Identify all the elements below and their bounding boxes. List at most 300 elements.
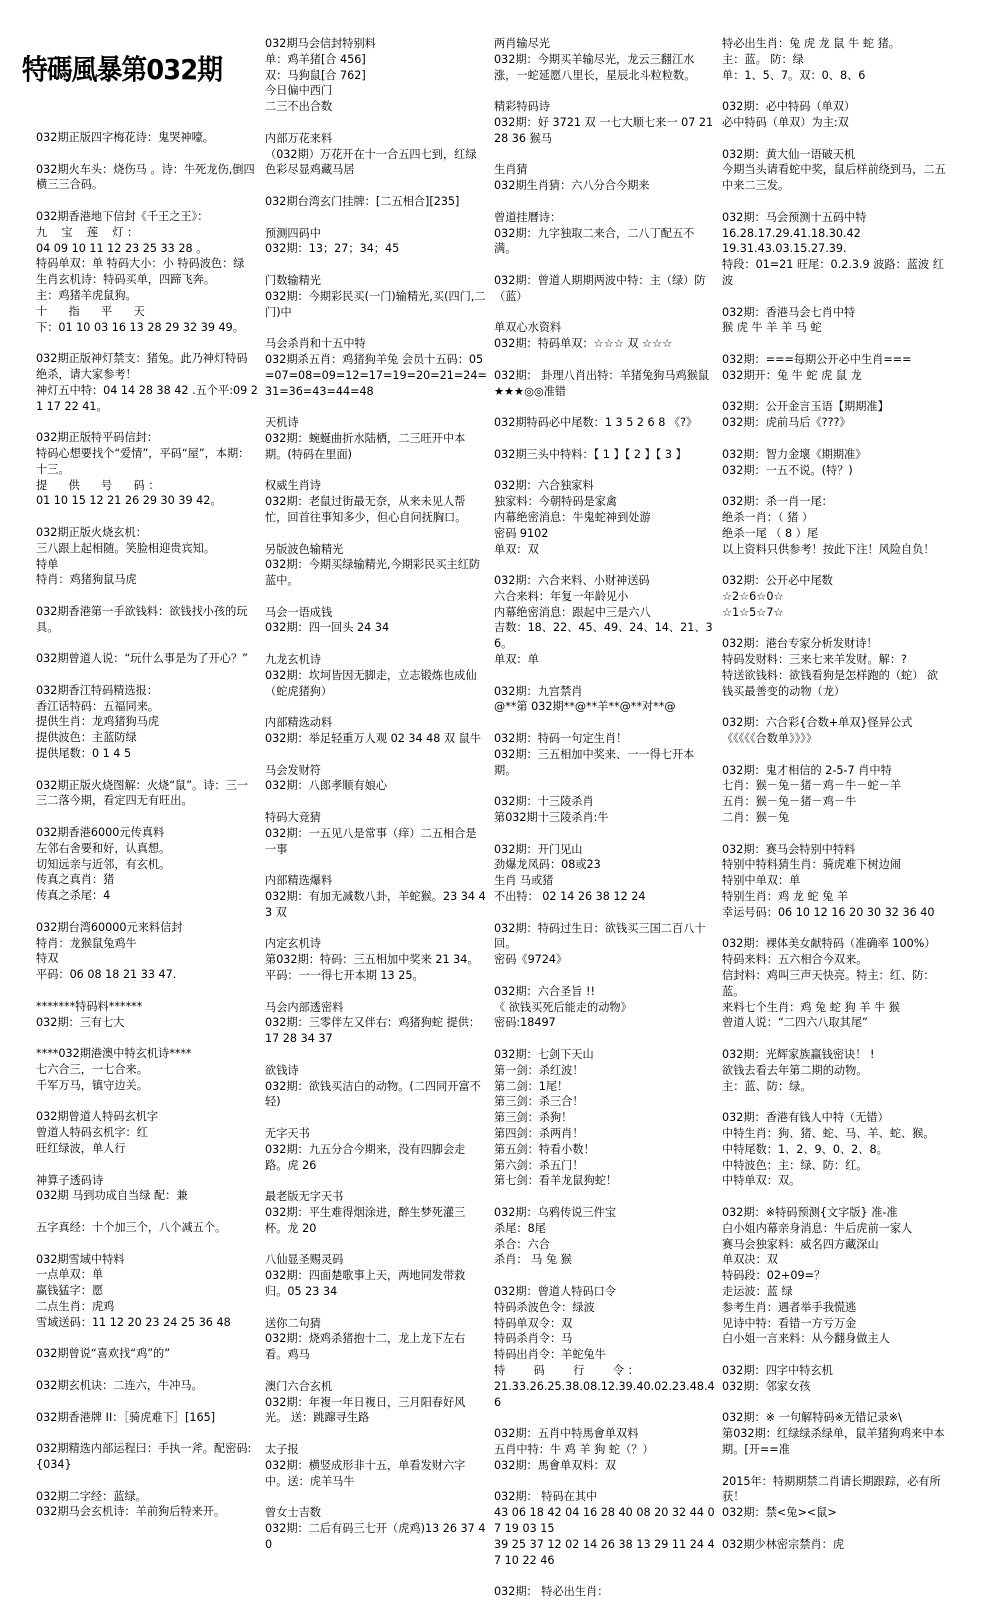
text-block (36, 651, 258, 667)
text-line: 032期：今期买绿输精光,今期彩民买主红防蓝中。 (265, 558, 481, 588)
text-line: 第032期：特码：三五相加中奖来 21 34。平码：一一得七开本期 13 25。 (265, 953, 479, 983)
text-line: 032期：一五见八是常事（痒）二五相合是一事 (265, 826, 477, 856)
text-line: 032期：乌鸦传说三件宝 (494, 1205, 617, 1219)
text-line: ☆1☆5☆7☆ (722, 605, 784, 619)
text-line: 032期：禁<兔><鼠> (722, 1506, 837, 1520)
text-block (722, 936, 946, 1031)
text-block (494, 162, 716, 194)
text-line: 白小姐内幕亲身消息：牛后虎前一家人 (722, 1221, 913, 1235)
text-line: 032期香港地下信封《千王之王》： (36, 209, 209, 223)
text-line: 032期杀五肖：鸡猪狗羊兔 会员十五码：05=07=08=09=12=17=19=20=21=24=31=36=43=44=48 (265, 352, 487, 398)
text-line: 032期曾道人特码玄机字 (36, 1110, 159, 1124)
text-line: 032期： 特码在其中 (494, 1490, 598, 1504)
text-block (722, 399, 946, 431)
text-line: 赢钱猛字：愿 (36, 1284, 104, 1298)
text-line: 走运波：蓝 绿 (722, 1284, 793, 1298)
text-block (494, 273, 716, 305)
text-line: 主：鸡猪羊虎鼠狗。 (36, 288, 137, 302)
text-line: 032期：必中特码（单双） (722, 100, 856, 114)
text-line: 中特尾数：1、2、9、0、2、8。 (722, 1142, 888, 1156)
text-line: 特送欲钱料：欲钱看狗是怎样跑的（蛇） 欲钱买最善变的动物（龙） (722, 668, 939, 698)
text-block (494, 794, 716, 826)
text-line: 特码杀波色令：绿波 (494, 1300, 595, 1314)
text-line: 第四剑：杀两肖！ (494, 1126, 584, 1140)
text-line: 特码段：02+09=？ (722, 1269, 826, 1283)
text-line: 提供波色：主蓝防绿 (36, 731, 137, 745)
text-line: 《《《《《合数单》》》》 (722, 732, 818, 746)
text-block (36, 1220, 258, 1236)
text-line: 门数输精光 (265, 273, 321, 287)
text-block (265, 478, 487, 525)
text-block (265, 1505, 487, 1552)
text-line: 特码发财料：三来七来羊发财。解：? (722, 653, 907, 667)
text-block (36, 162, 258, 194)
text-line: 特码大竞猜 (265, 811, 321, 825)
text-line: 猴 虎 牛 羊 羊 马 蛇 (722, 321, 822, 335)
text-line: 特必出生肖：兔 虎 龙 鼠 牛 蛇 猪。 (722, 37, 900, 50)
text-line: 032期：欲钱买洁白的动物。(二四同开富不轻) (265, 1079, 481, 1109)
text-line: 不出特： 02 14 26 38 12 24 (494, 890, 646, 904)
text-block (494, 684, 716, 716)
text-line: 032期二字经：蓝绿。 (36, 1489, 147, 1503)
text-line: 生肖猜 (494, 163, 528, 177)
text-line: *******特码料****** (36, 999, 143, 1013)
text-line: 032期：香港有钱人中特（无错） (722, 1111, 889, 1125)
text-line: 032期：九字独取二来合，二八丁配五不满。 (494, 226, 695, 256)
text-block (494, 478, 716, 557)
text-line: 欲钱诗 (265, 1063, 299, 1077)
text-line: 032期：邻家女孩 (722, 1379, 811, 1393)
text-line: 032期：十三陵杀肖 (494, 795, 594, 809)
text-block (722, 1110, 946, 1189)
text-line: 032期香江特码精选报： (36, 683, 159, 697)
text-block (494, 447, 716, 463)
text-block (36, 1109, 258, 1156)
text-line: 马会内部透密料 (265, 1000, 344, 1014)
text-line: 032期：特码一句定生肖！ (494, 732, 628, 746)
text-line: 特单 (36, 557, 59, 571)
text-line: 单双心水资料 (494, 321, 562, 335)
text-line: 032期：有加无减数八卦，羊蛇猴。23 34 43 双 (265, 890, 486, 919)
text-line: 曾道人特码玄机字：红 (36, 1126, 148, 1140)
text-line: 中特单双：双。 (722, 1174, 801, 1188)
text-line: 032期：六合独家料 (494, 479, 594, 493)
text-line: 032期：好 3721 双 一七大顺七来一 07 21 28 36 猴马 (494, 115, 717, 145)
text-line: 032期：六合来料、小财神送码 (494, 574, 650, 588)
column-4 (722, 36, 946, 1568)
text-block (36, 920, 258, 983)
text-line: 生肖玄机诗：特码买单，四蹄飞奔。 (36, 273, 216, 287)
text-block (36, 1441, 258, 1473)
text-line: 曾道挂曆诗： (494, 210, 562, 224)
text-block (36, 1346, 258, 1362)
text-line: 参考生肖：遇者举手我慌逃 (722, 1300, 857, 1314)
text-line: 绝杀一尾 （ 8 ）尾 (722, 526, 819, 540)
text-line: 特码单双：单 特码大小：小 特码波色：绿 (36, 257, 245, 271)
text-line: 马会一语成钱 (265, 605, 333, 619)
text-line: 39 25 37 12 02 14 26 38 13 29 11 24 47 10 22 46 (494, 1537, 715, 1567)
text-line: 最老版无字天书 (265, 1190, 344, 1204)
text-line: 杀尾：8尾 (494, 1221, 546, 1235)
text-line: （032期）万花开在十一合五四七到，红绿色彩尽显鸡藏马居 (265, 147, 477, 177)
text-line: 吉数：18、22、45、49、24、14、21、36。 (494, 621, 713, 651)
text-block (494, 1205, 716, 1268)
text-block (494, 731, 716, 778)
text-line: 032期：※ 一句解特码※无错记录※\ (722, 1411, 902, 1425)
text-line: 特肖：龙猴鼠兔鸡牛 (36, 936, 137, 950)
text-line: 032期：马会预测十五码中特 (722, 210, 867, 224)
text-line: 032期：老鼠过街最无奈，从来未见人帮忙，回首往事知多少，但心自问抚胸口。 (265, 495, 467, 524)
text-block (265, 1379, 487, 1426)
text-line: 特别中单双：单 (722, 874, 801, 888)
text-line: 特双 (36, 952, 59, 966)
text-block (494, 320, 716, 352)
text-line: ****032期港澳中特玄机诗**** (36, 1047, 192, 1061)
text-line: 032期：三五相加中奖来、一一得七开本期。 (494, 747, 695, 777)
text-line: 第三剑：杀狗！ (494, 1111, 573, 1125)
text-block (722, 147, 946, 194)
text-line: 权威生肖诗 (265, 479, 321, 493)
text-line: 五肖中特：牛 鸡 羊 狗 蛇（？） (494, 1442, 654, 1456)
text-line: 032期：今期买羊输尽光，龙云三翻江水涨，一蛇延愿八里长，星辰北斗粒粒数。 (494, 52, 696, 82)
text-line: 032期：鬼才相信的 2-5-7 肖中特 (722, 763, 892, 777)
column-3 (494, 36, 716, 1616)
text-line: 下：01 10 03 16 13 28 29 32 39 49。 (36, 320, 244, 334)
text-line: 单：鸡羊猪[合 456] (265, 52, 366, 66)
text-line: @**第 032期**@**羊**@**对**@ (494, 700, 676, 714)
text-line: 九龙玄机诗 (265, 653, 321, 667)
text-block (494, 210, 716, 257)
text-line: 三八跟上起相随。笑脸相迎贵宾知。 (36, 541, 216, 555)
text-line: 032期：曾道人期期两波中特：主（绿）防（蓝） (494, 273, 706, 303)
text-line: 第六剑：杀五门！ (494, 1158, 584, 1172)
text-line: 送你二句猜 (265, 1316, 321, 1330)
text-block (265, 36, 487, 115)
text-line: 五肖：猴－兔－猪－鸡－牛 (722, 795, 857, 809)
page-title: 特碼風暴第032期 (22, 53, 223, 86)
text-line: 中特生肖：狗、猪、蛇、马、羊、蛇、猴。 (722, 1126, 935, 1140)
text-block (36, 825, 258, 904)
text-line: 032期正版火烧玄机： (36, 525, 147, 539)
text-block (36, 1173, 258, 1205)
text-line: 032期：平生难得烟涂进，醉生梦死灌三杯。龙 20 (265, 1205, 466, 1235)
text-line: 独家料：今朝特码是家禽 (494, 495, 618, 509)
text-block (722, 573, 946, 620)
text-block (265, 1442, 487, 1489)
text-line: 二肖：猴－兔 (722, 811, 790, 825)
text-line: 左邻右舍要和好，认真想。 (36, 841, 171, 855)
text-line: 七肖：猴－兔－猪－鸡－牛－蛇－羊 (722, 779, 902, 793)
text-block (722, 99, 946, 131)
text-block (494, 1047, 716, 1189)
text-block (265, 1252, 487, 1299)
text-line: 内幕绝密消息：牛鬼蛇神到处游 (494, 510, 651, 524)
text-block (265, 1316, 487, 1363)
text-line: 以上资料只供参考！按此下注！风险自负！ (722, 542, 935, 556)
text-line: 杀合：六合 (494, 1237, 550, 1251)
text-line: 太子报 (265, 1442, 299, 1456)
text-block (36, 778, 258, 810)
text-block (36, 999, 258, 1031)
text-block (722, 210, 946, 289)
text-line: 032期：二后有码三七开（虎鸡)13 26 37 40 (265, 1521, 486, 1551)
text-line: 特肖：鸡猪狗鼠马虎 (36, 573, 137, 587)
text-line: 中特波色：主：绿、防：红。 (722, 1158, 868, 1172)
text-line: 神算子透码诗 (36, 1173, 104, 1187)
text-line: 曾女士吉数 (265, 1506, 321, 1520)
text-line: 特码出肖令：羊蛇兔牛 (494, 1348, 606, 1362)
text-line: 032期：六合圣旨 !! (494, 984, 596, 998)
text-line: 032期：赛马会特别中特料 (722, 842, 856, 856)
text-line: 032期 马到功成自当绿 配：兼 (36, 1189, 188, 1203)
text-block (494, 368, 716, 400)
text-line: 天机诗 (265, 416, 299, 430)
text-line: 劲爆龙凤码：08或23 (494, 858, 601, 872)
text-line: 032期：港台专家分析发财诗！ (722, 637, 878, 651)
text-line: 神灯五中特：04 14 28 38 42 .五个平:09 21 17 22 41。 (36, 383, 258, 413)
text-block (722, 494, 946, 557)
text-line: 预测四码中 (265, 226, 321, 240)
text-block (722, 1474, 946, 1521)
text-block (494, 984, 716, 1031)
text-line: 特别中特料猜生肖：骑虎难下树边闹 (722, 858, 902, 872)
text-line: 21.33.26.25.38.08.12.39.40.02.23.48.46 (494, 1379, 715, 1409)
text-line: 032期正版神灯禁支：猪兔。此乃神灯特码绝杀，请大家参考！ (36, 352, 248, 381)
text-line: 43 06 18 42 04 16 28 40 08 20 32 44 07 19 03 15 (494, 1506, 715, 1535)
text-block (722, 1047, 946, 1094)
text-line: 二三不出合数 (265, 100, 333, 114)
text-line: 二点生肖：虎鸡 (36, 1299, 115, 1313)
text-line: 第032期：红绿绿杀绿单，鼠羊猪狗鸡来中本期。[开==准 (722, 1427, 945, 1456)
text-block (265, 415, 487, 462)
text-block (494, 1426, 716, 1473)
text-line: 特 码 行 令 ： (494, 1363, 639, 1377)
text-line: 单：1、5、7。双：0、8、6 (722, 68, 866, 82)
text-line: 032期：光辉家族赢钱密诀！ ! (722, 1048, 875, 1061)
text-line: 032期：13；27；34；45 (265, 242, 400, 256)
text-line: 032期：裸体美女献特码（准确率 100%） (722, 937, 936, 951)
text-line: 绝杀一肖：（ 猪 ） (722, 510, 814, 524)
text-line: 第七剑：看羊龙鼠狗蛇！ (494, 1174, 618, 1188)
text-line: 双：马狗鼠[合 762] (265, 68, 366, 82)
text-line: 内幕绝密消息：跟起中三是六八 (494, 605, 651, 619)
text-line: 032期三头中特料：【 1 】【 2 】【 3 】 (494, 447, 687, 461)
text-block (36, 209, 258, 335)
text-line: 032期：===每期公开必中生肖=== (722, 352, 912, 366)
text-line: 千军万马，镇守边关。 (36, 1078, 148, 1092)
text-line: 提供尾数：0 1 4 5 (36, 747, 132, 761)
text-line: 032期：虎前马后《???》 (722, 416, 851, 430)
text-line: 第一剑：杀红波！ (494, 1063, 584, 1077)
text-line: 032期：四一回头 24 34 (265, 621, 390, 635)
text-line: 032期生肖猜：六八分合今期来 (494, 179, 650, 193)
text-line: 必中特码（单双）为主:双 (722, 115, 849, 129)
text-line: 平码：06 08 18 21 33 47. (36, 968, 177, 982)
text-line: 特码杀肖令：马 (494, 1332, 573, 1346)
text-line: 01 10 15 12 21 26 29 30 39 42。 (36, 494, 222, 508)
text-block (265, 936, 487, 983)
text-line: 欲钱去看去年第二期的动物。 (722, 1063, 868, 1077)
text-block (265, 194, 487, 210)
text-block (265, 810, 487, 857)
text-line: 032期玄机诀：二连六，牛冲马。 (36, 1378, 203, 1392)
text-line: 单双：单 (494, 653, 539, 667)
text-line: 内部精选动料 (265, 716, 333, 730)
text-line: 032期：※特码预测{文字版} 准-准 (722, 1205, 898, 1219)
text-line: 032期：智力金壞《期期准》 (722, 447, 867, 461)
text-block (36, 430, 258, 509)
text-block (36, 1378, 258, 1394)
text-line: 032期：三有七大 (36, 1015, 125, 1029)
text-block (494, 1584, 716, 1600)
text-line: 杀肖： 马 兔 猴 (494, 1253, 572, 1267)
text-line: 032期少林密宗禁肖：虎 (722, 1537, 845, 1551)
text-line: 032期马会玄机诗：羊前狗后特来开。 (36, 1505, 226, 1519)
text-line: 提 供 号 码 ： (36, 478, 160, 492)
text-line: 032期曾道人说：“玩什么事是为了开心？” (36, 652, 248, 666)
text-block (265, 1126, 487, 1173)
text-line: 2015年：特期期禁二肖请长期跟踪，必有所获！ (722, 1474, 941, 1504)
text-block (494, 921, 716, 968)
text-line: 032期：坎坷皆因无脚走，立志锻炼也成仙（蛇虎猪狗） (265, 668, 477, 698)
text-line: 今期当头请看蛇中奖，鼠后样前绕到马，二五中来二三发。 (722, 163, 946, 193)
text-line: 第二剑：1尾！ (494, 1079, 569, 1093)
text-line: 032期：五肖中特馬會单双料 (494, 1427, 639, 1441)
text-line: 032期正版特平码信封： (36, 431, 159, 445)
text-block (265, 226, 487, 258)
text-block (722, 763, 946, 826)
text-line: 032期：开门见山 (494, 842, 583, 856)
text-line: 032期马会信封特别料 (265, 37, 376, 50)
text-line: 032期：七剑下天山 (494, 1048, 594, 1061)
text-line: 032期：九宫禁肖 (494, 684, 583, 698)
text-block (265, 652, 487, 699)
text-line: 16.28.17.29.41.18.30.42 (722, 226, 861, 240)
text-block (722, 636, 946, 699)
text-line: 两肖输尽光 (494, 37, 550, 50)
text-line: 马会发财符 (265, 763, 321, 777)
text-line: 第五剑：特看小数！ (494, 1142, 595, 1156)
text-line: 032期雪域中特料 (36, 1252, 125, 1266)
text-line: 密码 9102 (494, 526, 549, 540)
text-line: 032期精选内部运程曰：手执一斧。配密码:{034} (36, 1442, 252, 1471)
text-line: 04 09 10 11 12 23 25 33 28 。 (36, 241, 208, 255)
text-line: 032期：横竖成形非十五，单看发财六字中。送：虎羊马牛 (265, 1458, 466, 1488)
text-block (36, 1410, 258, 1426)
text-block (36, 1252, 258, 1331)
column-2 (265, 36, 487, 1568)
text-block (265, 1000, 487, 1047)
text-block (722, 352, 946, 384)
text-line: 032期台湾60000元来料信封 (36, 920, 183, 934)
text-line: 一点单双：单 (36, 1268, 104, 1282)
text-block (722, 842, 946, 921)
text-line: 032期：杀一肖一尾： (722, 495, 833, 509)
text-line: 六合来料：年复一年龄见小 (494, 589, 629, 603)
text-line: 精彩特码诗 (494, 100, 550, 114)
text-line: 来料七个生肖：鸡 兔 蛇 狗 羊 牛 猴 (722, 1000, 900, 1014)
text-line: 032期：一五不说。(特？) (722, 463, 853, 477)
text-line: 特码单双令：双 (494, 1316, 573, 1330)
text-block (722, 447, 946, 479)
text-line: 032期香港6000元传真料 (36, 826, 165, 840)
text-block (722, 305, 946, 337)
text-line: 主：蓝、防：绿。 (722, 1079, 812, 1093)
text-block (265, 763, 487, 795)
text-line: 032期： 特必出生肖： (494, 1585, 609, 1599)
text-line: 032期：三零伴左又伴右：鸡猪狗蛇 提供：17 28 34 37 (265, 1016, 481, 1046)
text-line: 032期：六合彩{合数+单双}怪异公式 (722, 716, 913, 730)
text-line: 十 指 平 天 (36, 304, 145, 318)
text-line: 《 欲钱买死后能走的动物》 (494, 1000, 632, 1014)
text-line: 032期：四面楚歌事上天，两地同发带救归。05 23 34 (265, 1269, 466, 1298)
text-line: 五字真经：十个加三个，八个减五个。 (36, 1220, 227, 1234)
text-line: 传真之真肖：猪 (36, 873, 115, 887)
text-line: 无字天书 (265, 1126, 310, 1140)
text-line: 032期：四字中特玄机 (722, 1363, 833, 1377)
text-line: 特段：01=21 旺尾：0.2.3.9 波路：蓝波 红波 (722, 258, 944, 287)
text-block (265, 715, 487, 747)
text-line: 032期开：兔 牛 蛇 虎 鼠 龙 (722, 368, 862, 382)
text-line: 032期：特码单双：☆☆☆ 双 ☆☆☆ (494, 337, 673, 351)
text-line: 特别生肖：鸡 龙 蛇 兔 羊 (722, 890, 849, 904)
text-line: 见诗中特：看错一方亏万金 (722, 1316, 857, 1330)
text-line: 特码来料：五六相合今双来。 (722, 953, 868, 967)
text-line: 032期：蜿蜒曲折水陆栖，二三旺开中本期。(特码在里面) (265, 431, 466, 461)
text-line: 032期特码必中尾数：1 3 5 2 6 8 《?》 (494, 416, 698, 430)
text-line: 赛马会独家料：威名四方藏深山 (722, 1237, 879, 1251)
text-line: 单双决：双 (722, 1253, 778, 1267)
text-line: 032期火车头：烧伤马 。诗：牛死龙伤,倒四横三三合码。 (36, 162, 255, 192)
text-line: 切知远亲与近邻，有玄机。 (36, 857, 171, 871)
text-block (722, 1410, 946, 1457)
text-line: ☆2☆6☆0☆ (722, 589, 784, 603)
text-block (265, 336, 487, 399)
text-line: 032期：举足轻重万人观 02 34 48 双 鼠牛 (265, 732, 482, 746)
text-line: 032期： 卦理八肖出特：羊猪兔狗马鸡猴鼠★★★◎◎准错 (494, 368, 710, 398)
text-line: 032期：曾道人特码口令 (494, 1284, 617, 1298)
text-line: 032期：香港马会七肖中特 (722, 305, 856, 319)
text-line: 032期：黄大仙一语破天机 (722, 147, 856, 161)
text-block (722, 36, 946, 83)
text-line: 032期曾说“喜欢找“鸡”的” (36, 1347, 171, 1361)
text-line: 032期：公开必中尾数 (722, 574, 833, 588)
text-line: 032期：馬會单双料：双 (494, 1458, 617, 1472)
text-line: 内定玄机诗 (265, 937, 321, 951)
text-line: 032期正版火烧图解：火烧“鼠”。诗：三一三二落今期，看定四无有旺出。 (36, 778, 248, 808)
text-line: 九 宝 莲 灯 ： (36, 225, 139, 239)
text-block (36, 604, 258, 636)
text-line: 内部万花来料 (265, 131, 333, 145)
text-block (265, 605, 487, 637)
text-block (265, 873, 487, 920)
text-block (36, 1489, 258, 1521)
text-block (494, 415, 716, 431)
column-1 (36, 130, 258, 1536)
text-block (36, 130, 258, 146)
text-line: 032期：今期彩民买(一门)输精光,买(四门,二门)中 (265, 289, 486, 319)
text-line: 特码心想要找个“爱情”，平码“屋”，本期：十三。 (36, 446, 250, 476)
text-line: 032期香港第一手欲钱料：欲钱找小孩的玩具。 (36, 604, 248, 634)
text-line: 单双：双 (494, 542, 539, 556)
text-block (36, 351, 258, 414)
text-block (265, 1063, 487, 1110)
text-line: 另版波色输精光 (265, 542, 344, 556)
text-line: 第032期十三陵杀肖:牛 (494, 811, 609, 825)
text-block (722, 1537, 946, 1553)
text-line: 旺红绿波，单人行 (36, 1142, 126, 1155)
text-line: 第三剑：杀三合！ (494, 1095, 584, 1109)
